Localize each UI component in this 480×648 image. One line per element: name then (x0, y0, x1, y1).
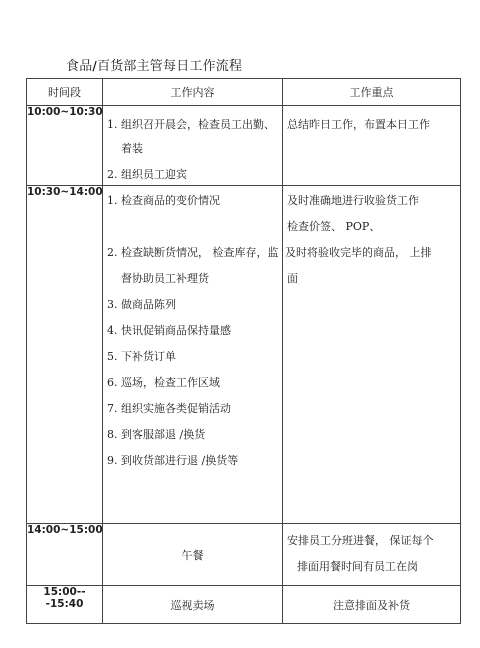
content-line: 4. 快讯促销商品保持量感 (107, 324, 231, 337)
focus-line: 及时将验收完毕的商品， 上排 (285, 246, 432, 259)
content-line: 着装 (121, 142, 143, 155)
content-line: 5. 下补货订单 (107, 350, 176, 363)
focus-line: 检查价签、 POP、 (287, 220, 381, 233)
content-line: 9. 到收货部进行退 /换货等 (107, 454, 239, 467)
content-line: 巡视卖场 (170, 598, 215, 612)
focus-line: 及时准确地进行收验货工作 (287, 194, 419, 207)
time-slot: 10:00~10:30 (27, 106, 103, 186)
table-row (27, 524, 461, 586)
title-separator: / (92, 59, 97, 73)
work-focus (283, 186, 461, 524)
work-content (103, 186, 283, 524)
document-title (66, 55, 242, 74)
content-line: 2. 组织员工迎宾 (107, 168, 187, 181)
focus-line: 总结昨日工作，布置本日工作 (287, 118, 430, 131)
table-row (27, 586, 461, 624)
focus-line: 排面用餐时间有员工在岗 (297, 560, 418, 573)
content-line: 午餐 (181, 548, 204, 562)
work-content (103, 586, 283, 624)
time-slot: 14:00~15:00 (27, 524, 103, 586)
work-focus (283, 524, 461, 586)
work-focus (283, 106, 461, 186)
content-line: 8. 到客服部退 /换货 (107, 428, 206, 441)
workflow-table (26, 78, 461, 624)
content-line: 督协助员工补理货 (121, 272, 209, 285)
content-line: 6. 巡场，检查工作区域 (107, 376, 220, 389)
header-time: 时间段 (27, 79, 103, 106)
work-content (103, 106, 283, 186)
content-line: 3. 做商品陈列 (107, 298, 176, 311)
focus-line: 面 (287, 272, 298, 285)
focus-line: 安排员工分班进餐， 保证每个 (287, 534, 434, 547)
content-line: 7. 组织实施各类促销活动 (107, 402, 231, 415)
content-line: 2. 检查缺断货情况， 检查库存，监 (107, 246, 279, 259)
work-content (103, 524, 283, 586)
time-slot: 15:00---15:40 (27, 586, 103, 624)
time-slot: 10:30~14:00 (27, 186, 103, 524)
title-part-rest: 百货部主管每日工作流程 (97, 59, 243, 74)
content-line: 1. 组织召开晨会，检查员工出勤、 (107, 118, 275, 131)
header-focus: 工作重点 (283, 79, 461, 106)
table-row (27, 106, 461, 186)
header-content: 工作内容 (103, 79, 283, 106)
table-header-row (27, 79, 461, 106)
focus-line: 注意排面及补货 (333, 598, 410, 612)
title-part-food: 食品 (66, 59, 93, 74)
work-focus (283, 586, 461, 624)
content-line: 1. 检查商品的变价情况 (107, 194, 220, 207)
table-row (27, 186, 461, 524)
